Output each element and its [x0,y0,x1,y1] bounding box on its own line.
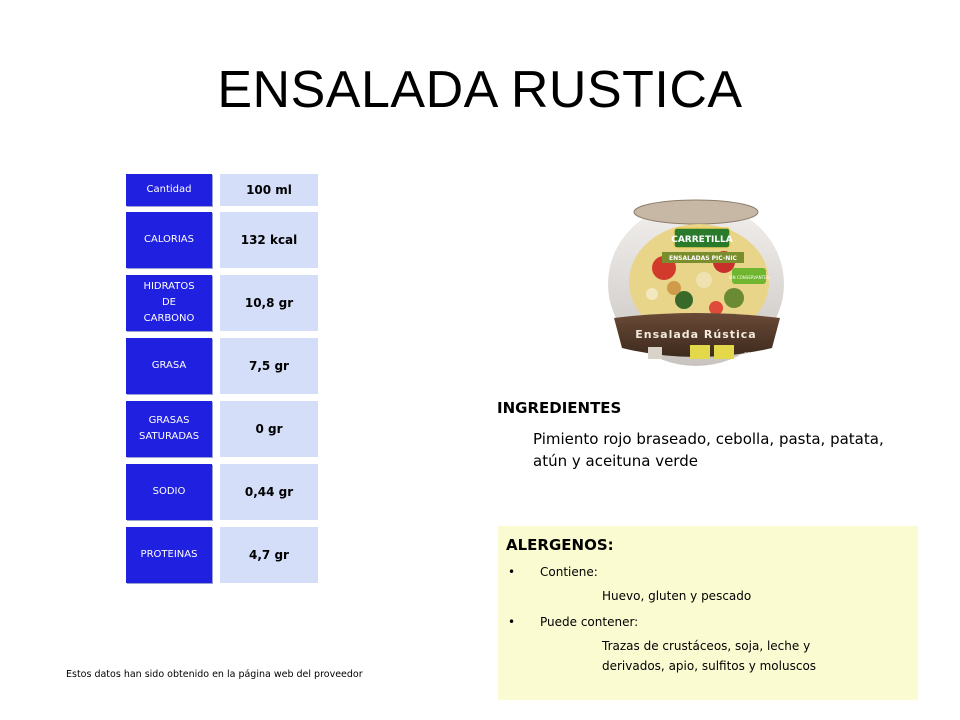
allergens-title: ALERGENOS: [506,536,614,554]
bullet-icon: • [508,565,516,579]
nutrition-value: 100 ml [220,174,318,206]
nutrition-label: SODIO [126,464,212,520]
product-weight: 200 g [744,352,759,358]
nutrition-label: CALORIAS [126,212,212,268]
product-name: Ensalada Rústica [635,328,757,341]
allergens-contains-text: Huevo, gluten y pescado [602,589,752,603]
nutrition-value: 4,7 gr [220,527,318,583]
nutrition-value: 7,5 gr [220,338,318,394]
nutrition-value: 132 kcal [220,212,318,268]
nutrition-value: 10,8 gr [220,275,318,331]
product-line: ENSALADAS PIC-NIC [669,255,737,262]
nutrition-label: HIDRATOS DE CARBONO [126,275,212,331]
ingredients-title: INGREDIENTES [497,399,622,417]
allergens-contains-label: Contiene: [540,565,598,579]
nutrition-label: Cantidad [126,174,212,206]
product-brand: CARRETILLA [671,235,733,245]
ingredients-text: Pimiento rojo braseado, cebolla, pasta, patata, atún y aceituna verde [533,430,884,470]
allergens-box [498,526,918,700]
source-note: Estos datos han sido obtenido en la página web del proveedor [66,669,363,680]
page-title: ENSALADA RUSTICA [217,61,743,119]
nutrition-label: GRASAS SATURADAS [126,401,212,457]
product-image [604,190,788,370]
product-badge: SIN CONSERVANTES [728,275,770,280]
nutrition-value: 0 gr [220,401,318,457]
bullet-icon: • [508,615,516,629]
nutrition-value: 0,44 gr [220,464,318,520]
nutrition-label: GRASA [126,338,212,394]
allergens-may-contain-text: Trazas de crustáceos, soja, leche y derivados, apio, sulfitos y moluscos [602,639,817,673]
allergens-may-contain-label: Puede contener: [540,615,639,629]
nutrition-label: PROTEINAS [126,527,212,583]
